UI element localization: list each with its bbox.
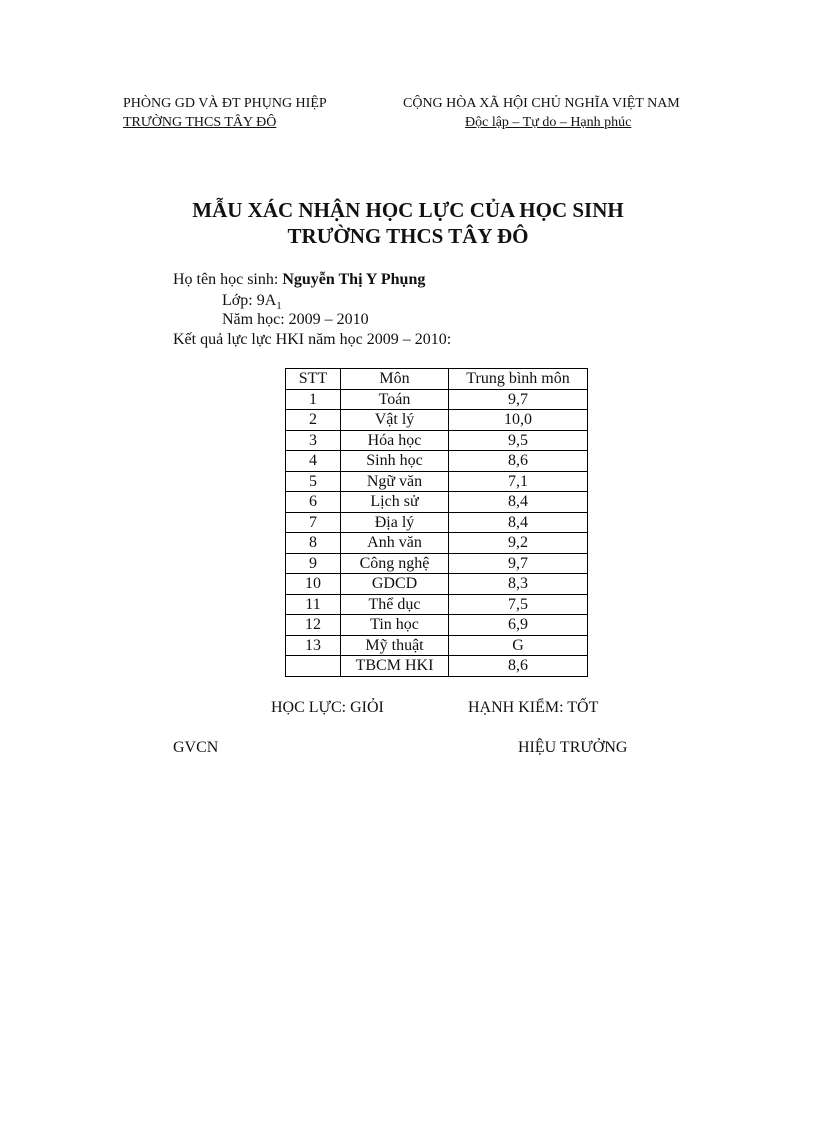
cell-average: 10,0 [449,410,588,431]
school-year-line [222,311,369,329]
cell-subject: Thể dục [341,594,449,615]
principal-signature: HIỆU TRƯỞNG [518,739,628,756]
cell-subject: Ngữ văn [341,471,449,492]
cell-average: 9,5 [449,430,588,451]
table-row [286,574,588,595]
cell-stt: 6 [286,492,341,513]
table-total-row [286,656,588,677]
table-row [286,492,588,513]
table-row [286,471,588,492]
cell-stt: 7 [286,512,341,533]
cell-stt: 3 [286,430,341,451]
cell-stt: 8 [286,533,341,554]
cell-stt: 5 [286,471,341,492]
page-title: MẪU XÁC NHẬN HỌC LỰC CỦA HỌC SINH [192,198,624,222]
academic-result: HỌC LỰC: GIỎI [271,699,384,716]
cell-subject: Tin học [341,615,449,636]
cell-subject: TBCM HKI [341,656,449,677]
cell-average: G [449,635,588,656]
cell-subject: Vật lý [341,410,449,431]
student-class-line [222,292,282,312]
table-row [286,451,588,472]
cell-stt: 4 [286,451,341,472]
cell-subject: Toán [341,389,449,410]
conduct-result: HẠNH KIỂM: TỐT [468,699,599,716]
cell-stt: 1 [286,389,341,410]
header-country: CỘNG HÒA XÃ HỘI CHỦ NGHĨA VIỆT NAM [403,96,680,111]
header-stt: STT [286,369,341,390]
header-average: Trung bình môn [449,369,588,390]
cell-average: 9,7 [449,389,588,410]
table-row [286,615,588,636]
header-department: PHÒNG GD VÀ ĐT PHỤNG HIỆP [123,96,327,111]
cell-subject: Sinh học [341,451,449,472]
table-row [286,553,588,574]
cell-subject: Anh văn [341,533,449,554]
cell-stt [286,656,341,677]
school-year-value: 2009 – 2010 [288,311,369,328]
cell-average: 8,6 [449,656,588,677]
student-name: Nguyễn Thị Y Phụng [282,271,426,288]
table-row [286,533,588,554]
cell-stt: 12 [286,615,341,636]
school-year-label: Năm học: [222,311,289,328]
cell-average: 6,9 [449,615,588,636]
table-row [286,635,588,656]
cell-subject: Lịch sử [341,492,449,513]
table-row [286,410,588,431]
class-subscript: 1 [276,300,282,313]
cell-subject: Hóa học [341,430,449,451]
table-row [286,430,588,451]
cell-stt: 2 [286,410,341,431]
table-row [286,594,588,615]
cell-stt: 13 [286,635,341,656]
cell-average: 9,2 [449,533,588,554]
class-value: 9A [256,292,277,309]
cell-average: 7,1 [449,471,588,492]
header-school: TRƯỜNG THCS TÂY ĐÔ [123,115,277,130]
cell-stt: 9 [286,553,341,574]
cell-subject: Công nghệ [341,553,449,574]
cell-average: 8,3 [449,574,588,595]
cell-subject: Mỹ thuật [341,635,449,656]
cell-average: 8,4 [449,512,588,533]
cell-average: 8,4 [449,492,588,513]
cell-average: 7,5 [449,594,588,615]
header-motto: Độc lập – Tự do – Hạnh phúc [465,115,632,130]
table-row [286,389,588,410]
result-heading: Kết quả lực lực HKI năm học 2009 – 2010: [173,331,452,348]
cell-stt: 10 [286,574,341,595]
cell-average: 9,7 [449,553,588,574]
table-header-row [286,369,588,390]
page-subtitle: TRƯỜNG THCS TÂY ĐÔ [287,224,529,248]
cell-average: 8,6 [449,451,588,472]
header-subject: Môn [341,369,449,390]
homeroom-teacher-signature: GVCN [173,739,219,756]
class-label: Lớp: [222,292,257,309]
grades-table [285,368,588,677]
table-row [286,512,588,533]
student-name-label: Họ tên học sinh: [173,271,283,288]
cell-subject: Địa lý [341,512,449,533]
student-name-line [173,271,425,289]
cell-subject: GDCD [341,574,449,595]
cell-stt: 11 [286,594,341,615]
